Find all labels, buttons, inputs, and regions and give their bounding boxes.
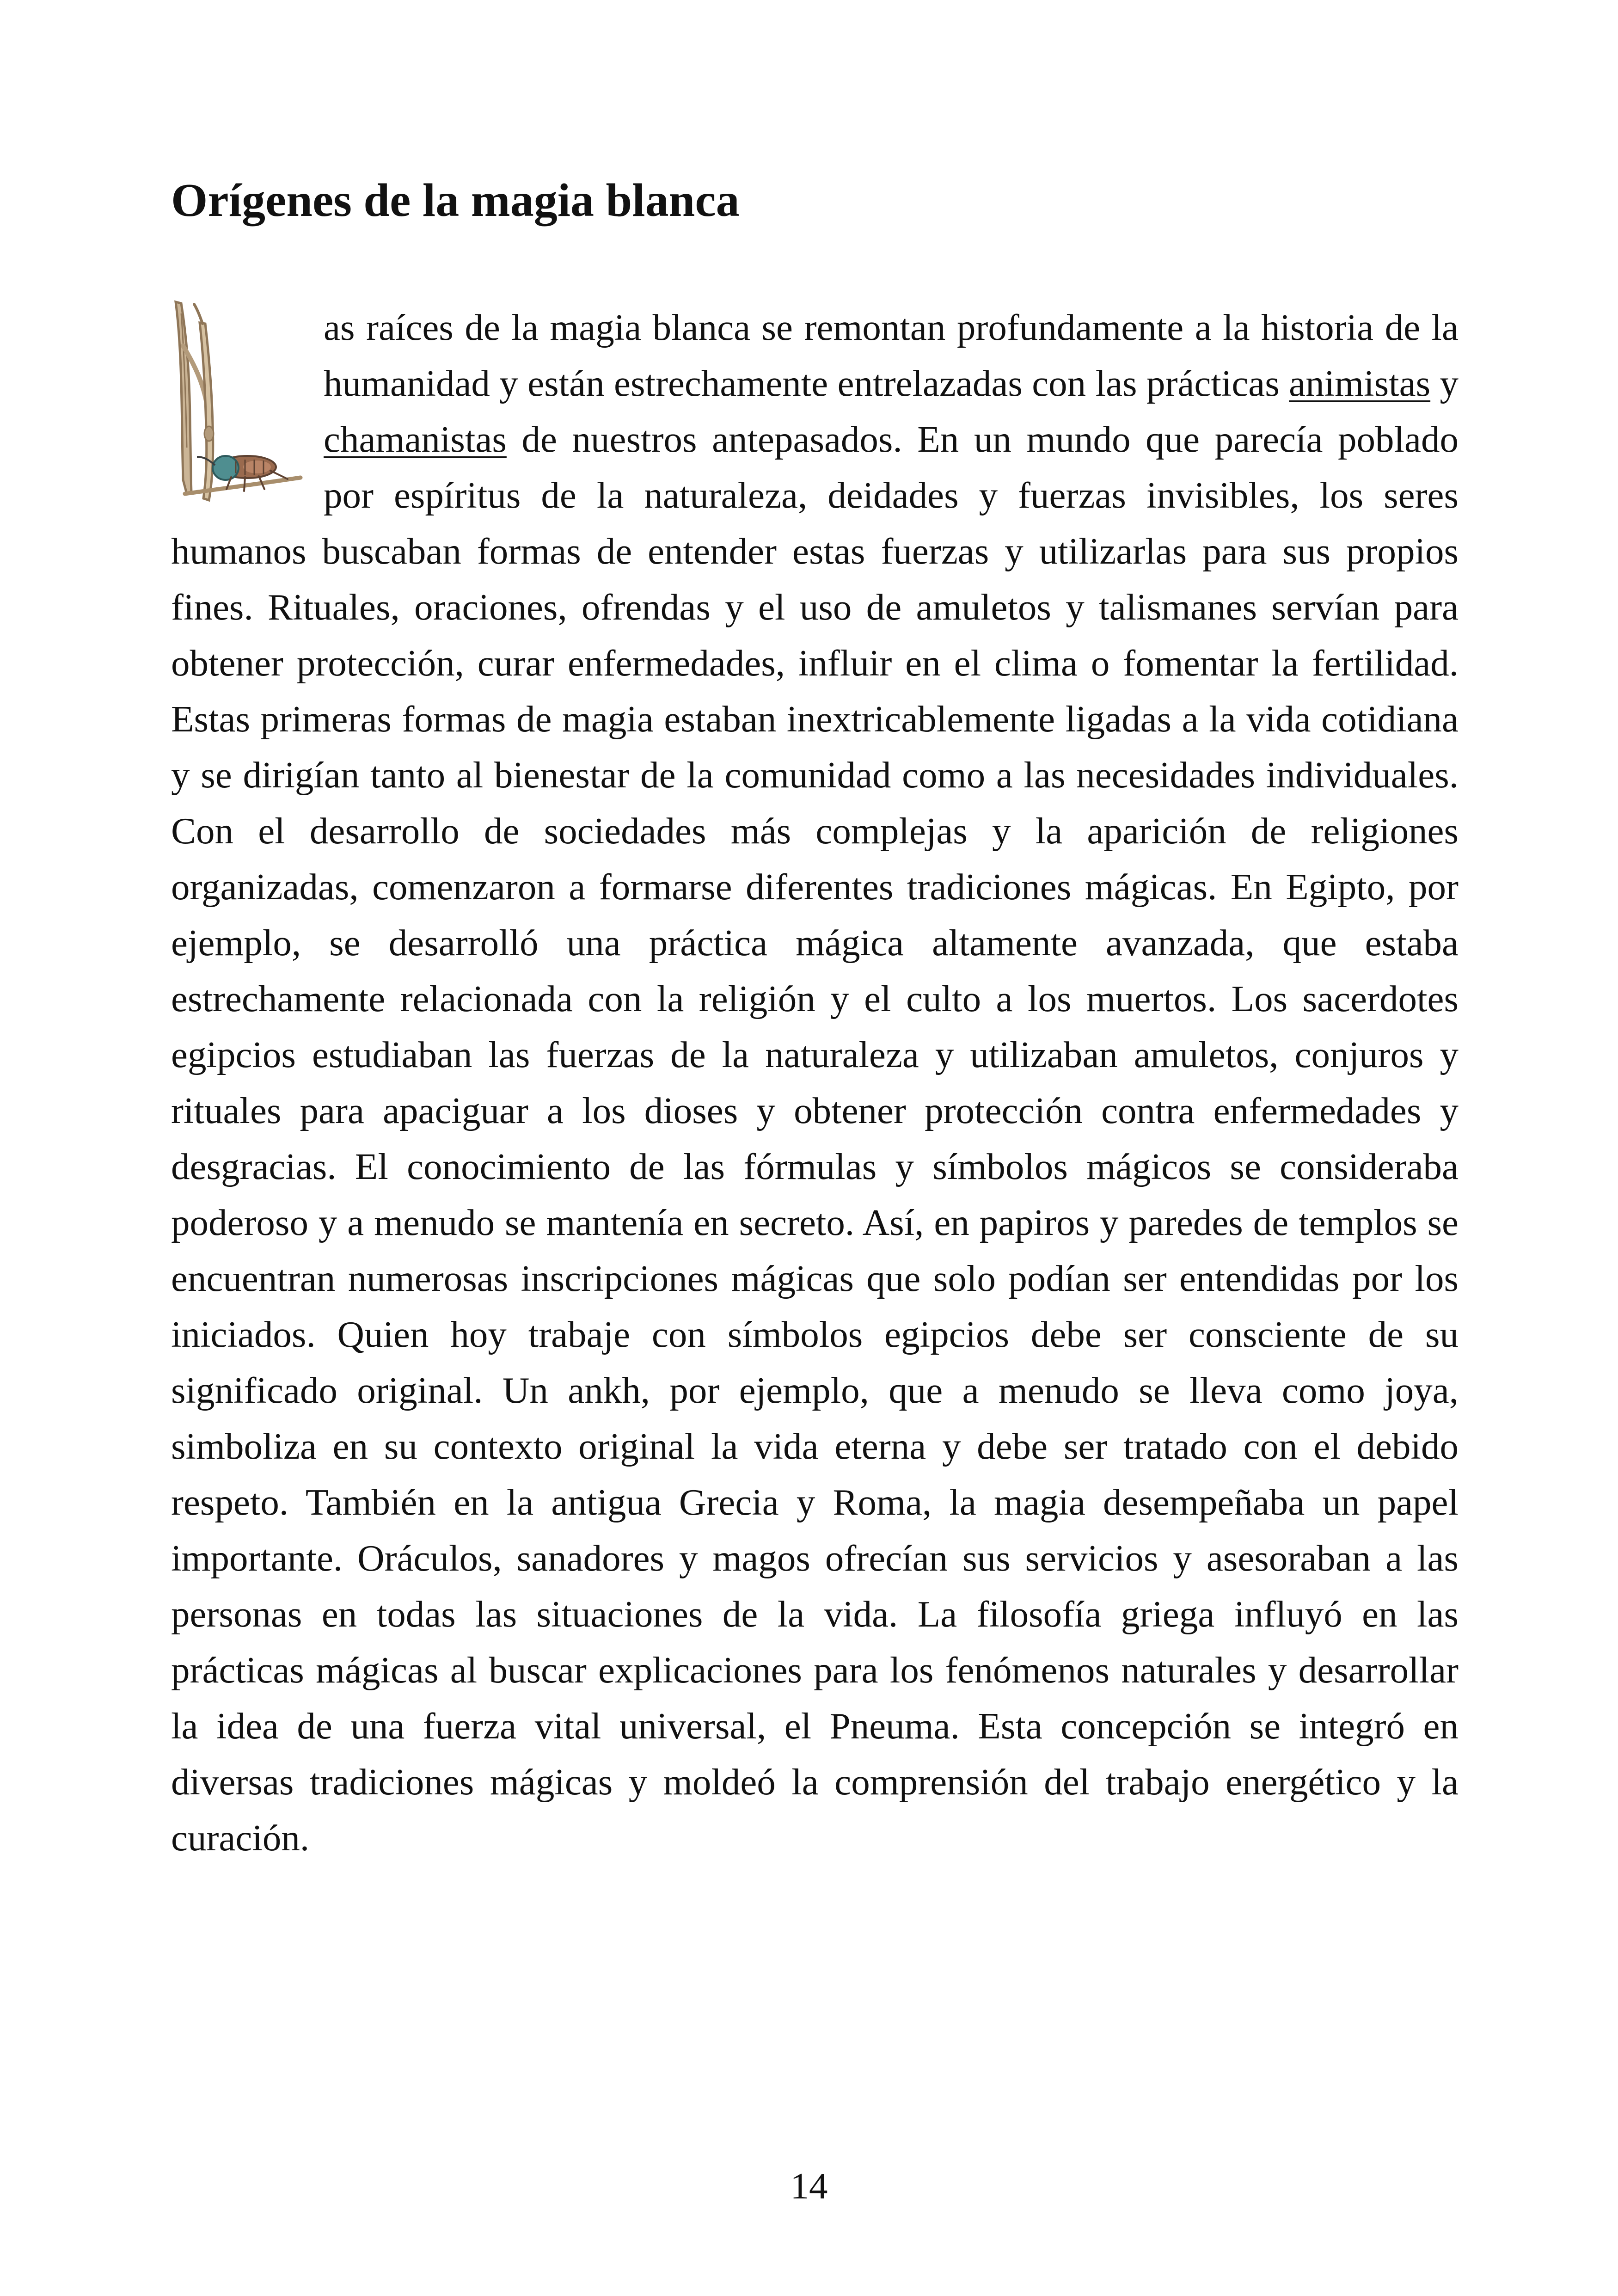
body-text-part-2: y [1430, 362, 1459, 404]
section-heading: Orígenes de la magia blanca [171, 174, 740, 227]
link-animistas[interactable]: animistas [1289, 362, 1431, 404]
dropcap-spacer [171, 300, 324, 523]
body-text-part-1: as raíces de la magia blanca se remontan profundamente a la historia de la humanidad y están estrechamente entrelazadas con las prácticas [324, 307, 1459, 404]
body-paragraph [171, 300, 1459, 1866]
page-number: 14 [790, 2165, 828, 2207]
body-text-part-3: de nuestros antepasados. En un mundo que parecía poblado por espíritus de la naturaleza, deidades y fuerzas invisibles, los seres humanos buscaban formas de entender estas fuerzas y utilizarlas para sus propios fines. Rituales, oraciones, ofrendas y el uso de amuletos y talismanes servían para obtener protección, curar enfermedades, influir en el clima o fomentar la fertilidad. Estas primeras formas de magia estaban inextricablemente ligadas a la vida cotidiana y se dirigían tanto al bienestar de la comunidad como a las necesidades individuales. Con el desarrollo de sociedades más complejas y la aparición de religiones organizadas, comenzaron a formarse diferentes tradiciones mágicas. En Egipto, por ejemplo, se desarrolló una práctica mágica altamente avanzada, que estaba estrechamente relacionada con la religión y el culto a los muertos. Los sacerdotes egipcios estudiaban las fuerzas de la naturaleza y utilizaban amuletos, conjuros y rituales para apaciguar a los dioses y obtener protección contra enfermedades y desgracias. El conocimiento de las fórmulas y símbolos mágicos se consideraba poderoso y a menudo se mantenía en secreto. Así, en papiros y paredes de templos se encuentran numerosas inscripciones mágicas que solo podían ser entendidas por los iniciados. Quien hoy trabaje con símbolos egipcios debe ser consciente de su significado original. Un ankh, por ejemplo, que a menudo se lleva como joya, simboliza en su contexto original la vida eterna y debe ser tratado con el debido respeto. También en la antigua Grecia y Roma, la magia desempeñaba un papel importante. Oráculos, sanadores y magos ofrecían sus servicios y asesoraban a las personas en todas las situaciones de la vida. La filosofía griega influyó en las prácticas mágicas al buscar explicaciones para los fenómenos naturales y desarrollar la idea de una fuerza vital universal, el Pneuma. Esta concepción se integró en diversas tradiciones mágicas y moldeó la comprensión del trabajo energético y la curación. [171, 418, 1459, 1859]
link-chamanistas[interactable]: chamanistas [324, 418, 507, 460]
